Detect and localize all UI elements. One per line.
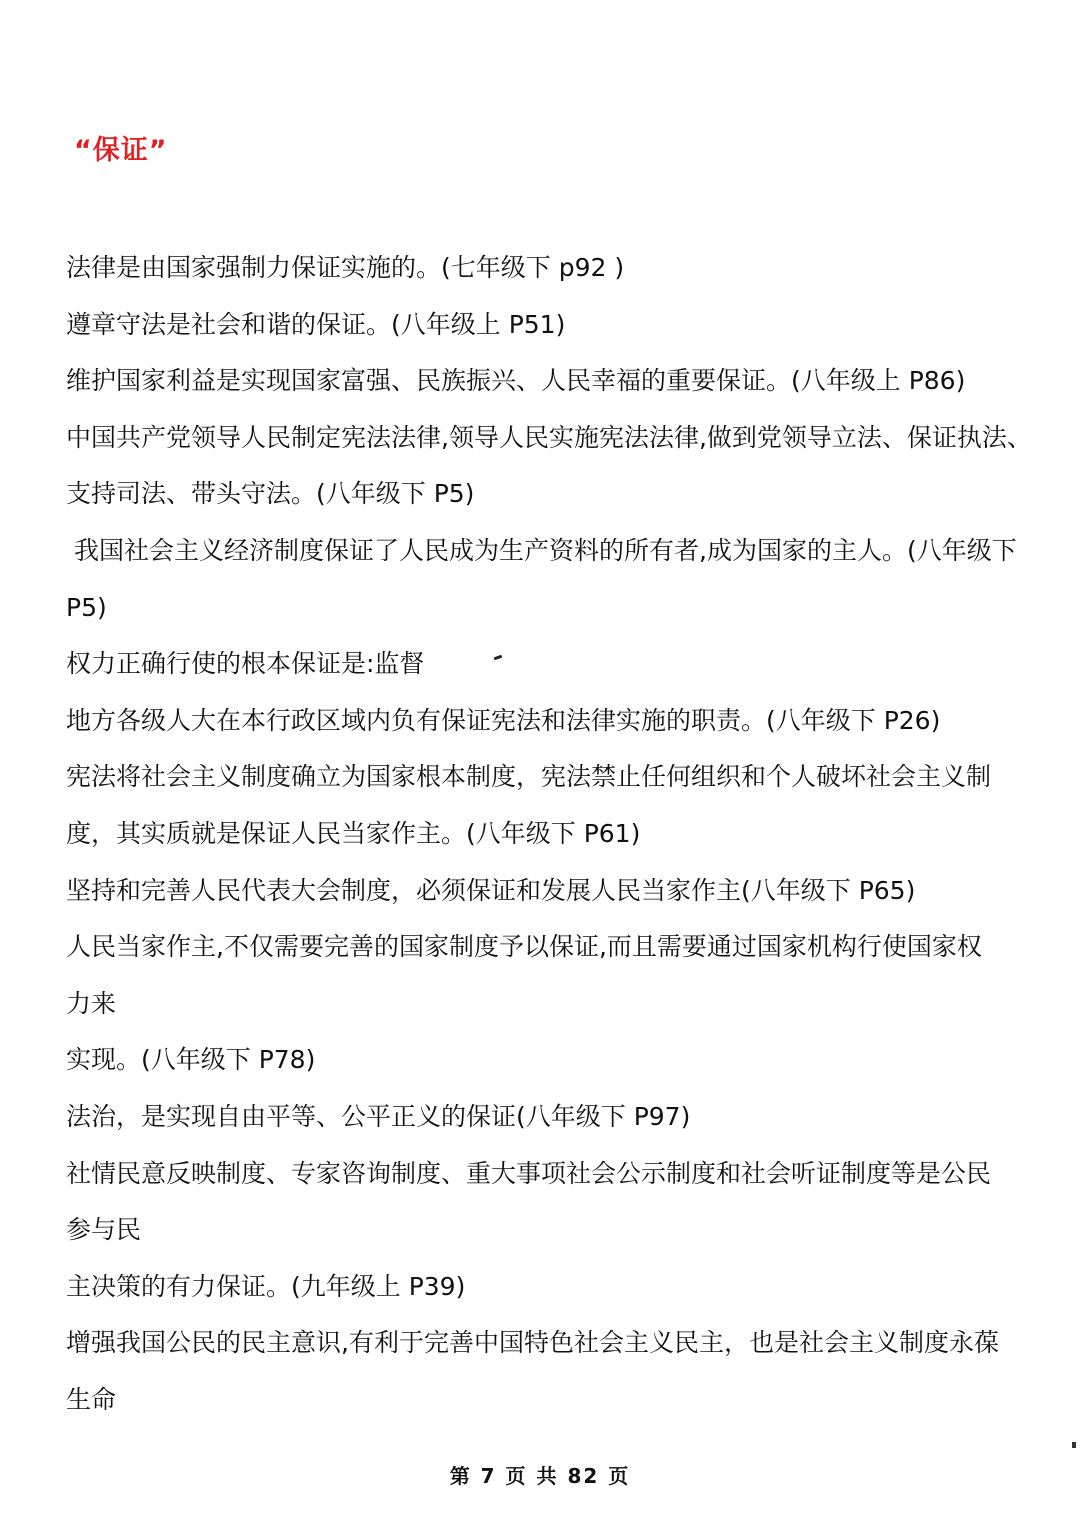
text-line: 生命 bbox=[66, 1384, 117, 1414]
text-line: 增强我国公民的民主意识,有利于完善中国特色社会主义民主，也是社会主义制度永葆 bbox=[66, 1328, 999, 1358]
section-heading: “保证” bbox=[74, 135, 168, 166]
page-footer: 第 7 页 共 82 页 bbox=[449, 1464, 631, 1488]
text-line: 坚持和完善人民代表大会制度，必须保证和发展人民当家作主(八年级下 P65) bbox=[66, 875, 916, 905]
text-line: 社情民意反映制度、专家咨询制度、重大事项社会公示制度和社会听证制度等是公民 bbox=[66, 1158, 992, 1188]
text-line: 参与民 bbox=[66, 1215, 142, 1245]
text-line: 实现。(八年级下 P78) bbox=[66, 1045, 316, 1075]
scan-speck bbox=[1072, 1442, 1076, 1448]
text-line: 人民当家作主,不仅需要完善的国家制度予以保证,而且需要通过国家机构行使国家权 bbox=[66, 932, 982, 962]
text-line: 主决策的有力保证。(九年级上 P39) bbox=[66, 1271, 466, 1301]
text-line: 权力正确行使的根本保证是:监督 bbox=[66, 649, 425, 679]
text-line: 支持司法、带头守法。(八年级下 P5) bbox=[66, 479, 475, 509]
text-line: 维护国家利益是实现国家富强、民族振兴、人民幸福的重要保证。(八年级上 P86) bbox=[66, 366, 966, 396]
text-line: P5) bbox=[66, 592, 107, 622]
body-text bbox=[66, 240, 1046, 1428]
text-line: 我国社会主义经济制度保证了人民成为生产资料的所有者,成为国家的主人。(八年级下 bbox=[74, 535, 1017, 565]
text-line: 力来 bbox=[66, 988, 117, 1018]
text-line: 宪法将社会主义制度确立为国家根本制度，宪法禁止任何组织和个人破坏社会主义制 bbox=[66, 762, 992, 792]
text-line: 中国共产党领导人民制定宪法法律,领导人民实施宪法法律,做到党领导立法、保证执法、 bbox=[66, 422, 1032, 452]
text-line: 度，其实质就是保证人民当家作主。(八年级下 P61) bbox=[66, 818, 641, 848]
text-line: 法律是由国家强制力保证实施的。(七年级下 p92 ) bbox=[66, 253, 625, 282]
text-line: 地方各级人大在本行政区域内负有保证宪法和法律实施的职责。(八年级下 P26) bbox=[66, 705, 941, 735]
text-line: 遵章守法是社会和谐的保证。(八年级上 P51) bbox=[66, 309, 566, 339]
text-line: 法治，是实现自由平等、公平正义的保证(八年级下 P97) bbox=[66, 1101, 691, 1131]
